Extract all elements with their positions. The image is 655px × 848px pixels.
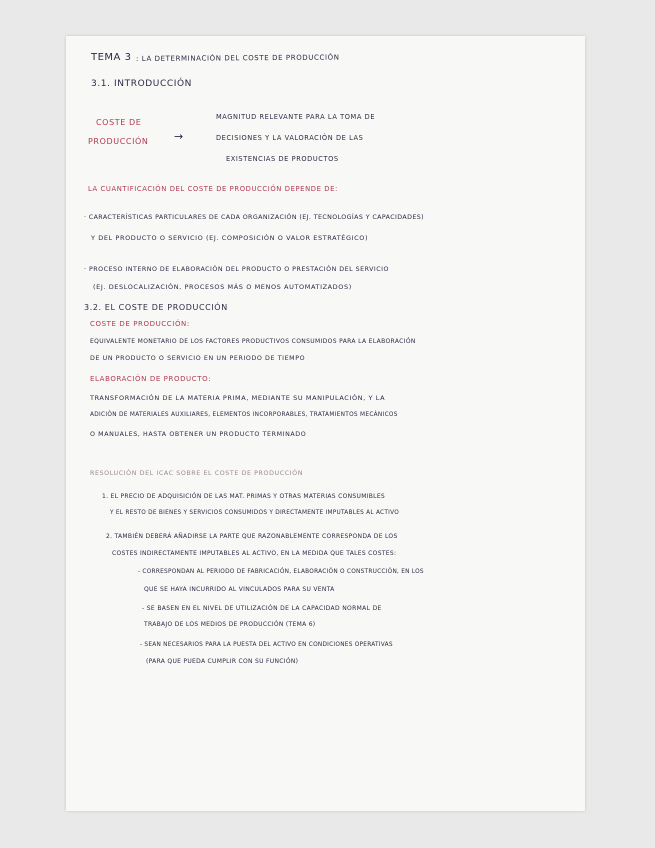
section-3-2-heading: 3.2. EL COSTE DE PRODUCCIÓN (84, 303, 228, 312)
elaboracion-def-line-1: TRANSFORMACIÓN DE LA MATERIA PRIMA, MEDIANTE SU MANIPULACIÓN, Y LA (90, 394, 386, 402)
icac-sub-2-line-2: TRABAJO DE LOS MEDIOS DE PRODUCCIÓN (TEMA 6) (144, 621, 316, 628)
icac-item-1-line-2: Y EL RESTO DE BIENES Y SERVICIOS CONSUMIDOS Y DIRECTAMENTE IMPUTABLES AL ACTIVO (110, 510, 400, 516)
page-title-tema: TEMA 3 (91, 52, 132, 63)
coste-produccion-def-line-2: DE UN PRODUCTO O SERVICIO EN UN PERIODO DE TIEMPO (90, 355, 306, 362)
bullet-1-line-1: · CARACTERÍSTICAS PARTICULARES DE CADA ORGANIZACIÓN (EJ. TECNOLOGÍAS Y CAPACIDADES) (84, 214, 425, 221)
icac-sub-2-line-1: - SE BASEN EN EL NIVEL DE UTILIZACIÓN DE LA CAPACIDAD NORMAL DE (142, 605, 382, 612)
elaboracion-def-line-3: O MANUALES, HASTA OBTENER UN PRODUCTO TERMINADO (90, 431, 307, 438)
cuantificacion-heading: LA CUANTIFICACIÓN DEL COSTE DE PRODUCCIÓN DEPENDE DE: (88, 185, 338, 193)
coste-def-line-3: EXISTENCIAS DE PRODUCTOS (226, 155, 339, 163)
icac-sub-3-line-1: - SEAN NECESARIOS PARA LA PUESTA DEL ACTIVO EN CONDICIONES OPERATIVAS (140, 642, 393, 648)
coste-label-line-1: COSTE DE (96, 118, 142, 127)
page-title-text: : LA DETERMINACIÓN DEL COSTE DE PRODUCCIÓN (135, 53, 340, 63)
icac-sub-1-line-1: - CORRESPONDAN AL PERIODO DE FABRICACIÓN, ELABORACIÓN O CONSTRUCCIÓN, EN LOS (138, 569, 424, 575)
bullet-2-line-1: · PROCESO INTERNO DE ELABORACIÓN DEL PRODUCTO O PRESTACIÓN DEL SERVICIO (84, 266, 389, 273)
coste-def-line-2: DECISIONES Y LA VALORACIÓN DE LAS (216, 134, 364, 142)
icac-item-1-line-1: 1. EL PRECIO DE ADQUISICIÓN DE LAS MAT. PRIMAS Y OTRAS MATERIAS CONSUMIBLES (102, 493, 386, 500)
icac-item-2-line-1: 2. TAMBIÉN DEBERÁ AÑADIRSE LA PARTE QUE RAZONABLEMENTE CORRESPONDA DE LOS (106, 533, 398, 540)
elaboracion-def-line-2: ADICIÓN DE MATERIALES AUXILIARES, ELEMENTOS INCORPORABLES, TRATAMIENTOS MECÁNICOS (90, 412, 398, 418)
icac-sub-1-line-2: QUE SE HAYA INCURRIDO AL VINCULADOS PARA SU VENTA (144, 586, 335, 593)
coste-produccion-label: COSTE DE PRODUCCIÓN: (90, 320, 190, 328)
paper-sheet (66, 36, 585, 811)
bullet-1-line-2: Y DEL PRODUCTO O SERVICIO (EJ. COMPOSICIÓN O VALOR ESTRATÉGICO) (91, 234, 369, 242)
coste-produccion-def-line-1: EQUIVALENTE MONETARIO DE LOS FACTORES PRODUCTIVOS CONSUMIDOS PARA LA ELABORACIÓN (90, 338, 416, 345)
coste-label-line-2: PRODUCCIÓN (88, 137, 149, 146)
icac-sub-3-line-2: (PARA QUE PUEDA CUMPLIR CON SU FUNCIÓN) (146, 658, 299, 665)
coste-def-line-1: MAGNITUD RELEVANTE PARA LA TOMA DE (216, 113, 376, 121)
section-3-1-heading: 3.1. INTRODUCCIÓN (91, 79, 193, 89)
arrow-icon: → (174, 130, 184, 143)
bullet-2-line-2: (EJ. DESLOCALIZACIÓN, PROCESOS MÁS O MENOS AUTOMATIZADOS) (93, 283, 352, 291)
icac-heading: RESOLUCIÓN DEL ICAC SOBRE EL COSTE DE PRODUCCIÓN (90, 470, 304, 477)
icac-item-2-line-2: COSTES INDIRECTAMENTE IMPUTABLES AL ACTIVO, EN LA MEDIDA QUE TALES COSTES: (112, 550, 397, 557)
elaboracion-label: ELABORACIÓN DE PRODUCTO: (90, 375, 212, 383)
